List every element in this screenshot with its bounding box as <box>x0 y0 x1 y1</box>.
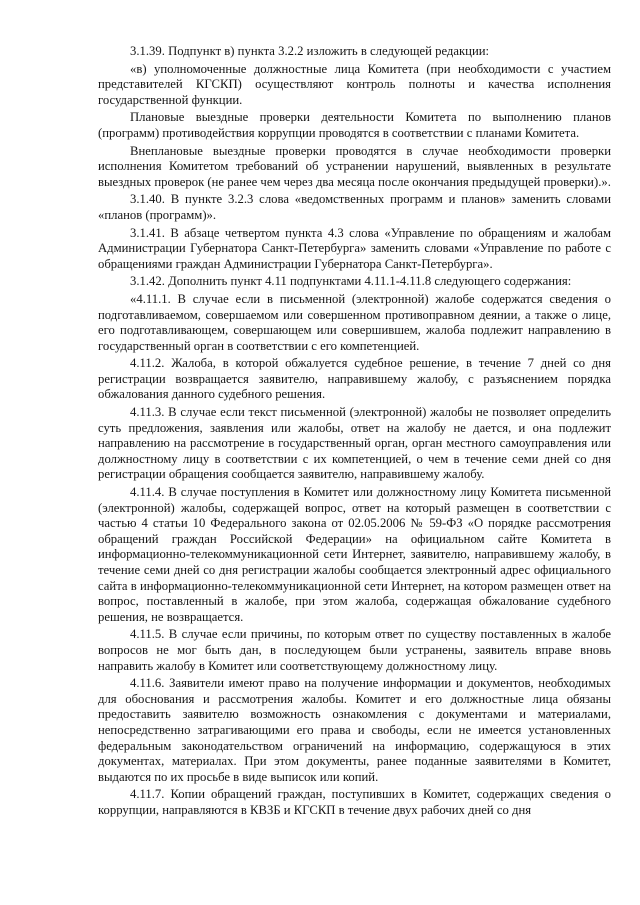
paragraph-4-11-4: 4.11.4. В случае поступления в Комитет или должностному лицу Комитета письменной (электронной) жалобы, содержащей вопрос, ответ на который размещен в соответствии с частью 4 статьи 10 Федерального закона от 02.05.2006 № 59-ФЗ «О порядке рассмотрения обращений граждан Российской Федерации» на официальном сайте Комитета в информационно-телекоммуникационной сети Интернет, заявителю, направившему жалобу, в течение семи дней со дня регистрации жалобы сообщается электронный адрес официального сайта в информационно-телекоммуникационной сети Интернет, на котором размещен ответ на вопрос, поставленный в жалобе, при этом жалоба, содержащая обжалование судебного решения, не возвращается. <box>98 485 611 624</box>
document-page <box>98 44 611 821</box>
paragraph-planned-inspections: Плановые выездные проверки деятельности Комитета по выполнению планов (программ) противодействия коррупции проводятся в соответствии с планами Комитета. <box>98 110 611 140</box>
paragraph-4-11-3: 4.11.3. В случае если текст письменной (электронной) жалобы не позволяет определить суть предложения, заявления или жалобы, ответ на жалобу не дается, и она подлежит направлению на рассмотрение в государственный орган, орган местного самоуправления или должностному лицу в соответствии с их компетенцией, о чем в течение семи дней со дня регистрации обращения сообщается заявителю, направившему жалобу. <box>98 405 611 482</box>
paragraph-3-1-39: 3.1.39. Подпункт в) пункта 3.2.2 изложить в следующей редакции: <box>130 44 490 58</box>
paragraph-4-11-1: «4.11.1. В случае если в письменной (электронной) жалобе содержатся сведения о подготавливаемом, совершаемом или совершенном противоправном деянии, а также о лице, его подготавливающем, совершающем или совершившем, жалоба подлежит направлению в государственный орган в соответствии с его компетенцией. <box>98 291 611 353</box>
paragraph-3-1-42: 3.1.42. Дополнить пункт 4.11 подпунктами 4.11.1-4.11.8 следующего содержания: <box>130 274 572 289</box>
paragraph-4-11-6: 4.11.6. Заявители имеют право на получение информации и документов, необходимых для обоснования и рассмотрения жалобы. Комитет и его должностные лица обязаны предоставить заявителю возможность ознакомления с документами и материалами, непосредственно затрагивающими его права и свободы, если не имеется установленных федеральным законодательством ограничений на информацию, содержащуюся в этих документах, материалах. При этом документы, ранее поданные заявителями в Комитет, выдаются по их просьбе в виде выписок или копий. <box>98 676 611 784</box>
paragraph-subitem-v: «в) уполномоченные должностные лица Комитета (при необходимости с участием представителей КГСКП) осуществляют контроль полноты и качества исполнения государственной функции. <box>98 61 611 107</box>
paragraph-4-11-7: 4.11.7. Копии обращений граждан, поступивших в Комитет, содержащих сведения о коррупции, направляются в КВЗБ и КГСКП в течение двух рабочих дней со дня <box>98 787 611 817</box>
paragraph-3-1-41: 3.1.41. В абзаце четвертом пункта 4.3 слова «Управление по обращениям и жалобам Администрации Губернатора Санкт-Петербурга» заменить словами «Управление по работе с обращениями граждан Администрации Губернатора Санкт-Петербурга». <box>98 225 611 271</box>
paragraph-unscheduled-inspections: Внеплановые выездные проверки проводятся в случае необходимости проверки исполнения Комитетом требований об устранении нарушений, выявленных в результате выездных проверок (не ранее чем через два месяца после окончания предыдущей проверки).». <box>98 143 611 189</box>
paragraph-4-11-2: 4.11.2. Жалоба, в которой обжалуется судебное решение, в течение 7 дней со дня регистрации возвращается заявителю, направившему жалобу, с разъяснением порядка обжалования данного судебного решения. <box>98 356 611 402</box>
paragraph-3-1-40: 3.1.40. В пункте 3.2.3 слова «ведомственных программ и планов» заменить словами «планов (программ)». <box>98 192 611 222</box>
paragraph-4-11-5: 4.11.5. В случае если причины, по которым ответ по существу поставленных в жалобе вопросов не мог быть дан, в последующем были устранены, заявитель вправе вновь направить жалобу в Комитет или соответствующему должностному лицу. <box>98 627 611 673</box>
